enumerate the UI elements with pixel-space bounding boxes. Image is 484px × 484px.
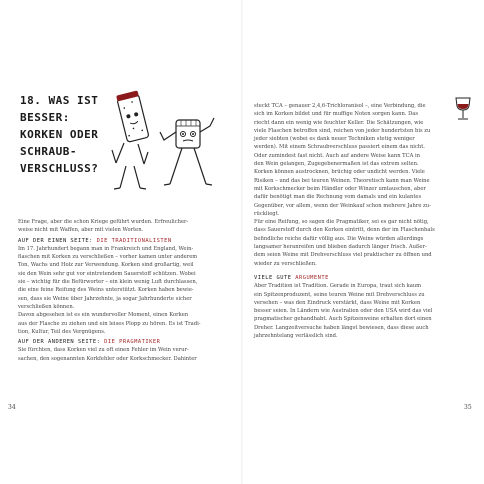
- subheading-pragmatists: AUF DER ANDEREN SEITE: DIE PRAGMATIKER: [18, 339, 161, 346]
- body-text-line: Dreher. Langzeitversuche haben längst bewiesen, dass diese auch: [254, 324, 429, 331]
- body-text-line: sie – wichtig für die Befürworter – ein klein wenig Luft durchlassen,: [18, 279, 198, 286]
- right-text-column: [254, 102, 464, 340]
- body-text-line: jeder siebten (wobei es dank neuer Techniken stetig weniger: [254, 136, 415, 143]
- body-text-line: dem seien Weine mit Drehverschluss viel praktischer zu öffnen und: [254, 252, 432, 259]
- body-text-line: Im 17. Jahrhundert begann man in Frankreich und England, Wein-: [18, 245, 194, 252]
- body-text-line: langsamer heranreifen und blieben dadurch länger frisch. Außer-: [254, 244, 427, 251]
- body-text-line: Risiken – und das bei teuren Weinen. Theoretisch kann man Weine: [254, 177, 430, 184]
- body-text-line: flaschen mit Korken zu verschließen – vorher kamen unter anderem: [18, 254, 198, 261]
- body-text-line: sen, dass sie Weine über Jahrzehnte, ja sogar Jahrhunderte sicher: [18, 295, 192, 302]
- body-text-line: Oder zumindest fast nicht. Auch auf andere Weise kann TCA in: [254, 152, 421, 159]
- title-line: KORKEN ODER: [20, 128, 99, 141]
- wine-glass-icon: [452, 96, 474, 122]
- body-text-line: Gegenüber, vor allem, wenn der Weinkauf schon mehrere Jahre zu-: [254, 202, 431, 209]
- body-text-line: sich im Korken bildet und für muffige Noten sorgen kann. Das: [254, 111, 419, 118]
- title-line: BESSER:: [20, 111, 70, 124]
- body-text-line: sachen, den sogenannten Korkfehler oder Korkschmecker. Dahinter: [18, 355, 197, 362]
- body-text-line: besser seien. In Ländern wie Australien oder den USA wird das viel: [254, 308, 433, 315]
- title-line: VERSCHLUSS?: [20, 162, 99, 175]
- screwcap-character-icon: [176, 120, 200, 148]
- body-text-line: Eine Frage, aber die schon Kriege geführt wurden. Erfreulicher-: [18, 219, 189, 225]
- page-number-left: 34: [8, 404, 16, 411]
- body-text-line: viele Flaschen betroffen sind, reichen von jeder hundertsten bis zu: [254, 127, 431, 134]
- body-text-line: sie den Wein sehr gut vor eintretendem Sauerstoff schützen. Wobei: [18, 270, 196, 277]
- left-text-column: [18, 218, 228, 363]
- chapter-title: [20, 92, 100, 177]
- body-text-line: jahrzehntelang verlässlich sind.: [254, 333, 338, 340]
- body-text-line: steckt TCA – genauer 2,4,6-Trichloranisol –, eine Verbindung, die: [254, 103, 426, 109]
- body-text-line: Aber Tradition ist Tradition. Gerade in Europa, traut sich kaum: [254, 283, 422, 290]
- body-text-line: werden). Mit einem Schraubverschluss passiert einem das nicht.: [254, 144, 425, 151]
- body-text-line: tion, Kultur, Teil des Vergnügens.: [18, 328, 106, 335]
- body-text-line: riecht dann ein wenig wie feuchter Keller. Die Schätzungen, wie: [254, 119, 424, 126]
- body-text-line: weise nicht mit Waffen, aber mit vielen Worten.: [18, 227, 144, 234]
- body-text-line: befindliche reiche dafür völlig aus. Die Weine würden allerdings: [254, 235, 424, 242]
- body-text-line: die eine feine Reifung des Weins unterstützt. Korken haben bewie-: [18, 287, 194, 294]
- body-text-line: ein Spitzenproduzent, seine teuren Weine mit Drehverschluss zu: [254, 291, 425, 298]
- body-text-line: Davon abgesehen ist es ein wundervoller Moment, einen Korken: [18, 312, 189, 319]
- body-text-line: pragmatischer gehandhabt. Auch Spitzenweine erhalten dort einen: [254, 316, 432, 323]
- body-text-line: wieder zu verschließen.: [254, 260, 317, 267]
- body-text-line: rückliegt.: [254, 210, 280, 217]
- body-text-line: Für eine Reifung, so sagen die Pragmatiker, sei es gar nicht nötig,: [254, 219, 429, 226]
- body-text-line: Sie fürchten, dass Korken viel zu oft einen Fehler im Wein verur-: [18, 347, 189, 354]
- right-page: [242, 0, 484, 484]
- body-text-line: versehen – was den Eindruck verstärkt, dass Weine mit Korken: [254, 299, 421, 306]
- body-text-line: aus der Flasche zu ziehen und ein leises Plopp zu hören. Es ist Tradi-: [18, 320, 201, 327]
- page-number-right: 35: [464, 404, 472, 411]
- subheading-arguments: VIELE GUTE ARGUMENTE: [254, 274, 329, 281]
- cork-character-icon: [116, 90, 149, 142]
- subheading-traditionalists: AUF DER EINEN SEITE: DIE TRADITIONALISTEN: [18, 237, 172, 244]
- body-text-line: mit Korkschmecker beim Händler oder Winzer umtauschen, aber: [254, 185, 426, 192]
- body-text-line: Korken können austrocknen, brüchig oder undicht werden. Viele: [254, 169, 425, 176]
- cork-and-screwcap-illustration: [104, 88, 224, 198]
- body-text-line: Ton, Wachs und Holz zur Verwendung. Korken sind großartig, weil: [18, 262, 194, 269]
- title-line: SCHRAUB-: [20, 145, 77, 158]
- body-text-line: den Wein gelangen, Zugegebenermaßen ist das extrem selten.: [254, 161, 419, 168]
- body-text-line: dass Sauerstoff durch den Korken eintritt, denn der im Flaschenhals: [254, 227, 435, 234]
- body-text-line: dafür benötigt man die Rechnung vom damals und ein kulantes: [254, 194, 422, 201]
- body-text-line: verschließen können.: [18, 303, 75, 310]
- title-line: 18. WAS IST: [20, 94, 99, 107]
